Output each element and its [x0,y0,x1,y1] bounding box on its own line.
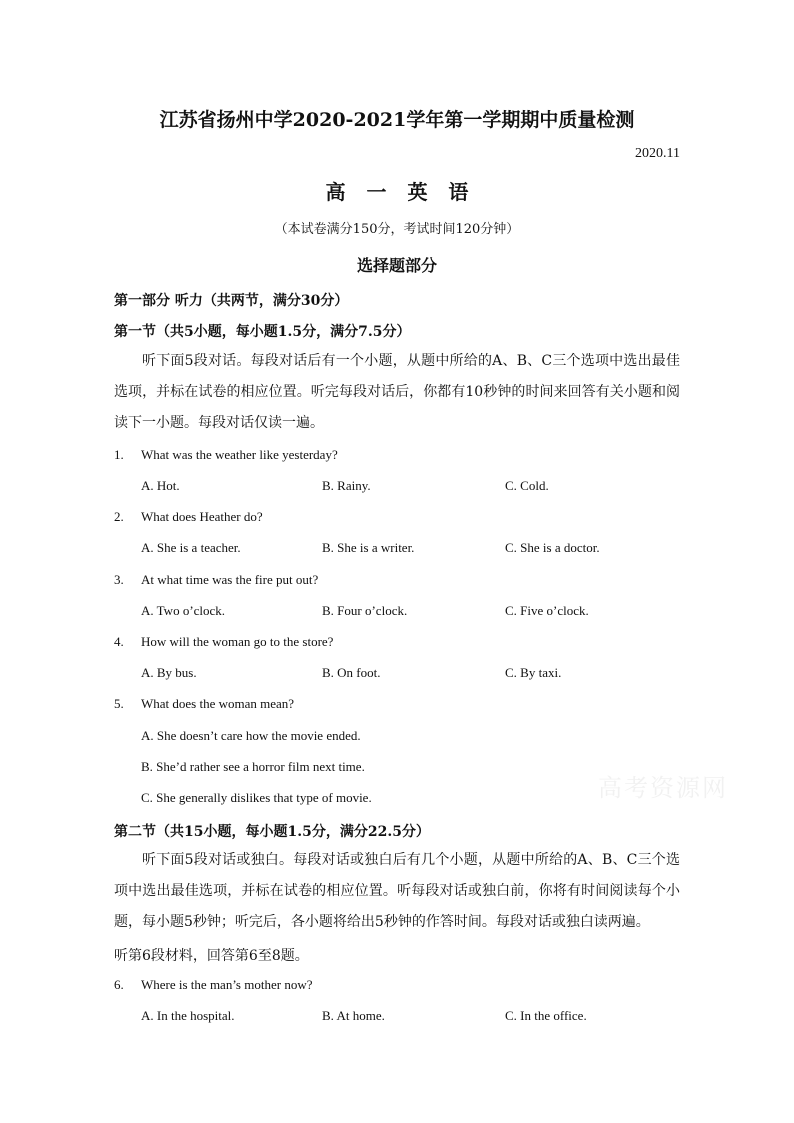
option-a: A. She is a teacher. [141,540,241,555]
section2-instructions: 听下面5段对话或独白。每段对话或独白后有几个小题，从题中所给的A、B、C三个选项中选出最佳选项，并标在试卷的相应位置。听每段对话或独白前，你将有时间阅读每个小题，每小题5秒钟；听完后，各小题将给出5秒钟的作答时间。每段对话或独白读两遍。 [114,852,680,930]
question-text: At what time was the fire put out? [141,572,319,587]
question-text: Where is the man’s mother now? [141,977,313,992]
question-number: 3. [114,572,124,587]
question-number: 4. [114,634,124,649]
section2-heading: 第二节（共15小题，每小题1.5分，满分22.5分） [114,824,430,840]
section1-heading: 第一节（共5小题，每小题1.5分，满分7.5分） [114,324,411,340]
exam-note: （本试卷满分150分，考试时间120分钟） [274,222,520,237]
question-number: 6. [114,977,124,992]
option-c: C. She is a doctor. [505,540,600,555]
question-text: What does the woman mean? [141,696,295,711]
option-c: C. By taxi. [505,665,562,680]
option-c: C. Cold. [505,478,549,493]
option-a: A. By bus. [141,665,197,680]
question-text: What does Heather do? [141,509,263,524]
part-title: 选择题部分 [356,256,437,275]
option-b: B. At home. [322,1008,385,1023]
question-number: 1. [114,447,124,462]
option-c: C. She generally dislikes that type of movie. [141,790,372,805]
option-b: B. Rainy. [322,478,371,493]
option-b: B. Four o’clock. [322,603,408,618]
option-a: A. In the hospital. [141,1008,235,1023]
question-number: 5. [114,696,124,711]
option-a: A. Hot. [141,478,180,493]
subject-title: 高 一 英 语 [325,180,469,204]
exam-title: 江苏省扬州中学2020-2021学年第一学期期中质量检测 [159,109,635,131]
option-c: C. In the office. [505,1008,587,1023]
option-a: A. She doesn’t care how the movie ended. [141,728,361,743]
section1-instructions: 听下面5段对话。每段对话后有一个小题，从题中所给的A、B、C三个选项中选出最佳选项，并标在试卷的相应位置。听完每段对话后，你都有10秒钟的时间来回答有关小题和阅读下一小题。每段对话仅读一遍。 [114,353,680,431]
question-number: 2. [114,509,124,524]
option-a: A. Two o’clock. [141,603,226,618]
option-c: C. Five o’clock. [505,603,589,618]
watermark: 高考资源网 [598,774,728,802]
part1-heading: 第一部分 听力（共两节，满分30分） [114,293,349,309]
option-b: B. On foot. [322,665,381,680]
material-note: 听第6段材料，回答第6至8题。 [114,948,309,964]
option-b: B. She is a writer. [322,540,415,555]
question-text: How will the woman go to the store? [141,634,334,649]
exam-date: 2020.11 [635,146,680,161]
option-b: B. She’d rather see a horror film next time. [141,759,365,774]
question-text: What was the weather like yesterday? [141,447,338,462]
